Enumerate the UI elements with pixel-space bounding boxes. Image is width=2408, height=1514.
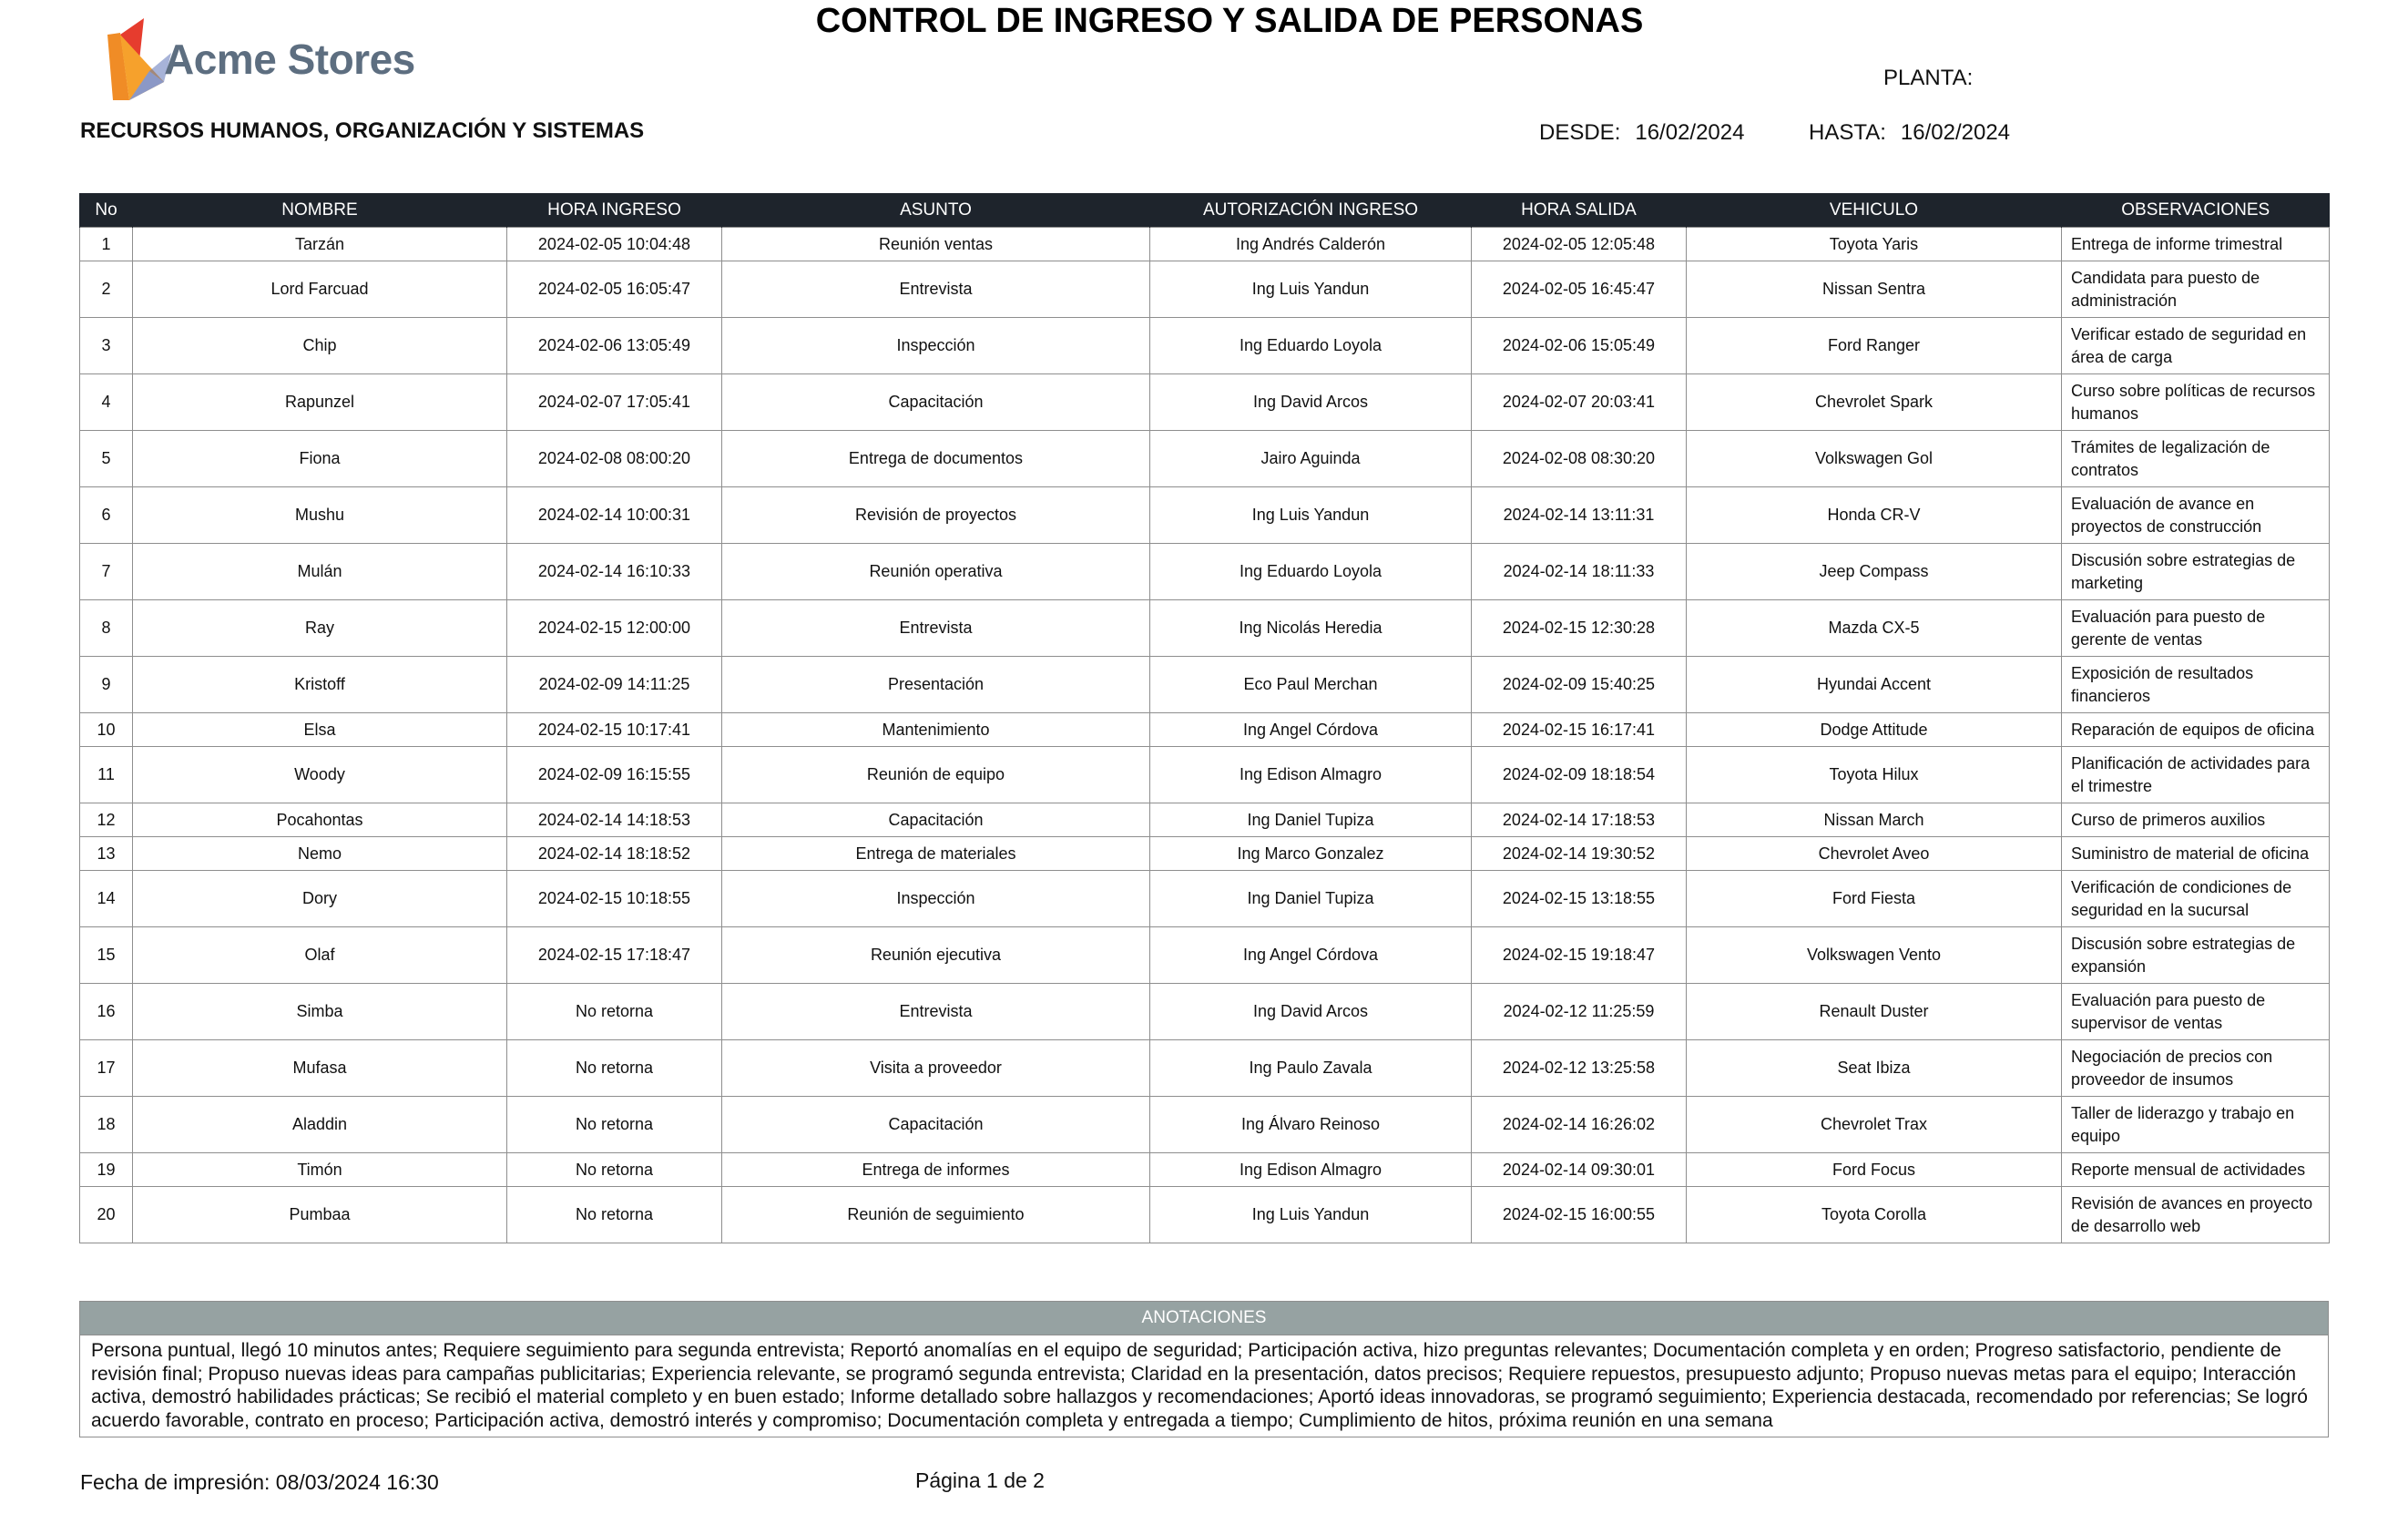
cell-vehiculo: Jeep Compass <box>1687 544 2062 600</box>
cell-observaciones: Negociación de precios con proveedor de insumos <box>2062 1040 2330 1097</box>
cell-hora-salida: 2024-02-07 20:03:41 <box>1472 374 1687 431</box>
table-row <box>80 261 2330 318</box>
cell-hora-ingreso: 2024-02-05 10:04:48 <box>507 228 722 261</box>
cell-asunto: Entrevista <box>722 600 1150 657</box>
table-row <box>80 1187 2330 1243</box>
cell-nombre: Lord Farcuad <box>133 261 507 318</box>
cell-hora-salida: 2024-02-12 13:25:58 <box>1472 1040 1687 1097</box>
cell-hora-salida: 2024-02-15 16:00:55 <box>1472 1187 1687 1243</box>
cell-asunto: Capacitación <box>722 803 1150 837</box>
access-log-table <box>79 193 2330 1243</box>
cell-no: 18 <box>80 1097 133 1153</box>
cell-hora-ingreso: No retorna <box>507 1187 722 1243</box>
cell-hora-salida: 2024-02-12 11:25:59 <box>1472 984 1687 1040</box>
cell-autorizacion: Eco Paul Merchan <box>1150 657 1472 713</box>
cell-hora-ingreso: 2024-02-08 08:00:20 <box>507 431 722 487</box>
date-from <box>1539 120 1744 146</box>
cell-asunto: Reunión de seguimiento <box>722 1187 1150 1243</box>
cell-nombre: Chip <box>133 318 507 374</box>
cell-no: 15 <box>80 927 133 984</box>
cell-no: 16 <box>80 984 133 1040</box>
cell-observaciones: Trámites de legalización de contratos <box>2062 431 2330 487</box>
table-row <box>80 1097 2330 1153</box>
cell-hora-ingreso: 2024-02-15 10:18:55 <box>507 871 722 927</box>
cell-nombre: Kristoff <box>133 657 507 713</box>
column-header-no: No <box>80 193 133 228</box>
column-header-vehiculo: VEHICULO <box>1687 193 2062 228</box>
cell-autorizacion: Ing Marco Gonzalez <box>1150 837 1472 871</box>
cell-vehiculo: Mazda CX-5 <box>1687 600 2062 657</box>
logo-text: Acme Stores <box>164 36 415 83</box>
table-row <box>80 837 2330 871</box>
table-row <box>80 431 2330 487</box>
cell-no: 1 <box>80 228 133 261</box>
cell-nombre: Pocahontas <box>133 803 507 837</box>
cell-hora-salida: 2024-02-05 12:05:48 <box>1472 228 1687 261</box>
cell-autorizacion: Ing Paulo Zavala <box>1150 1040 1472 1097</box>
cell-hora-ingreso: 2024-02-15 17:18:47 <box>507 927 722 984</box>
cell-asunto: Capacitación <box>722 374 1150 431</box>
cell-autorizacion: Ing Andrés Calderón <box>1150 228 1472 261</box>
cell-vehiculo: Chevrolet Aveo <box>1687 837 2062 871</box>
cell-no: 6 <box>80 487 133 544</box>
cell-asunto: Mantenimiento <box>722 713 1150 747</box>
cell-asunto: Entrega de documentos <box>722 431 1150 487</box>
cell-nombre: Fiona <box>133 431 507 487</box>
cell-no: 11 <box>80 747 133 803</box>
cell-nombre: Pumbaa <box>133 1187 507 1243</box>
cell-vehiculo: Nissan Sentra <box>1687 261 2062 318</box>
cell-nombre: Olaf <box>133 927 507 984</box>
cell-no: 3 <box>80 318 133 374</box>
cell-hora-salida: 2024-02-14 18:11:33 <box>1472 544 1687 600</box>
cell-hora-ingreso: 2024-02-06 13:05:49 <box>507 318 722 374</box>
cell-nombre: Dory <box>133 871 507 927</box>
cell-vehiculo: Toyota Yaris <box>1687 228 2062 261</box>
cell-hora-salida: 2024-02-05 16:45:47 <box>1472 261 1687 318</box>
column-header-autorizacion: AUTORIZACIÓN INGRESO <box>1150 193 1472 228</box>
cell-hora-ingreso: 2024-02-14 18:18:52 <box>507 837 722 871</box>
anotaciones-title: ANOTACIONES <box>80 1302 2328 1335</box>
column-header-observaciones: OBSERVACIONES <box>2062 193 2330 228</box>
cell-hora-ingreso: 2024-02-14 10:00:31 <box>507 487 722 544</box>
table-row <box>80 374 2330 431</box>
cell-no: 7 <box>80 544 133 600</box>
cell-hora-ingreso: 2024-02-15 12:00:00 <box>507 600 722 657</box>
cell-asunto: Entrega de informes <box>722 1153 1150 1187</box>
cell-no: 19 <box>80 1153 133 1187</box>
cell-hora-salida: 2024-02-15 12:30:28 <box>1472 600 1687 657</box>
cell-asunto: Visita a proveedor <box>722 1040 1150 1097</box>
cell-asunto: Capacitación <box>722 1097 1150 1153</box>
cell-autorizacion: Ing Eduardo Loyola <box>1150 544 1472 600</box>
cell-observaciones: Entrega de informe trimestral <box>2062 228 2330 261</box>
table-row <box>80 1040 2330 1097</box>
cell-hora-salida: 2024-02-14 13:11:31 <box>1472 487 1687 544</box>
cell-autorizacion: Ing Luis Yandun <box>1150 1187 1472 1243</box>
cell-asunto: Reunión operativa <box>722 544 1150 600</box>
cell-no: 10 <box>80 713 133 747</box>
cell-vehiculo: Volkswagen Gol <box>1687 431 2062 487</box>
table-row <box>80 747 2330 803</box>
cell-vehiculo: Honda CR-V <box>1687 487 2062 544</box>
cell-hora-salida: 2024-02-14 09:30:01 <box>1472 1153 1687 1187</box>
cell-nombre: Simba <box>133 984 507 1040</box>
print-date: Fecha de impresión: 08/03/2024 16:30 <box>80 1470 439 1494</box>
cell-vehiculo: Chevrolet Spark <box>1687 374 2062 431</box>
cell-hora-ingreso: No retorna <box>507 1040 722 1097</box>
cell-hora-ingreso: 2024-02-14 16:10:33 <box>507 544 722 600</box>
cell-autorizacion: Ing Eduardo Loyola <box>1150 318 1472 374</box>
cell-autorizacion: Ing Daniel Tupiza <box>1150 871 1472 927</box>
cell-vehiculo: Ford Focus <box>1687 1153 2062 1187</box>
cell-hora-ingreso: No retorna <box>507 984 722 1040</box>
department-name: RECURSOS HUMANOS, ORGANIZACIÓN Y SISTEMAS <box>80 118 645 143</box>
cell-observaciones: Planificación de actividades para el trimestre <box>2062 747 2330 803</box>
cell-observaciones: Verificación de condiciones de seguridad en la sucursal <box>2062 871 2330 927</box>
cell-hora-salida: 2024-02-09 18:18:54 <box>1472 747 1687 803</box>
cell-autorizacion: Ing Edison Almagro <box>1150 1153 1472 1187</box>
cell-observaciones: Evaluación para puesto de supervisor de ventas <box>2062 984 2330 1040</box>
cell-autorizacion: Ing Álvaro Reinoso <box>1150 1097 1472 1153</box>
cell-vehiculo: Nissan March <box>1687 803 2062 837</box>
cell-no: 8 <box>80 600 133 657</box>
cell-vehiculo: Ford Ranger <box>1687 318 2062 374</box>
cell-asunto: Entrevista <box>722 984 1150 1040</box>
cell-observaciones: Evaluación para puesto de gerente de ventas <box>2062 600 2330 657</box>
cell-autorizacion: Ing Edison Almagro <box>1150 747 1472 803</box>
cell-observaciones: Reporte mensual de actividades <box>2062 1153 2330 1187</box>
cell-autorizacion: Ing Angel Córdova <box>1150 927 1472 984</box>
cell-hora-salida: 2024-02-14 19:30:52 <box>1472 837 1687 871</box>
table-header-row <box>80 193 2330 228</box>
desde-label: DESDE: <box>1539 120 1621 145</box>
cell-observaciones: Discusión sobre estrategias de marketing <box>2062 544 2330 600</box>
cell-nombre: Nemo <box>133 837 507 871</box>
table-row <box>80 713 2330 747</box>
cell-hora-salida: 2024-02-15 19:18:47 <box>1472 927 1687 984</box>
hasta-label: HASTA: <box>1809 120 1886 145</box>
cell-hora-ingreso: No retorna <box>507 1097 722 1153</box>
cell-observaciones: Curso sobre políticas de recursos humanos <box>2062 374 2330 431</box>
cell-hora-ingreso: 2024-02-15 10:17:41 <box>507 713 722 747</box>
cell-asunto: Entrevista <box>722 261 1150 318</box>
cell-observaciones: Taller de liderazgo y trabajo en equipo <box>2062 1097 2330 1153</box>
column-header-hora-salida: HORA SALIDA <box>1472 193 1687 228</box>
table-row <box>80 600 2330 657</box>
hasta-value: 16/02/2024 <box>1900 120 2011 145</box>
date-to <box>1809 120 2010 146</box>
cell-no: 17 <box>80 1040 133 1097</box>
table-row <box>80 228 2330 261</box>
cell-nombre: Mushu <box>133 487 507 544</box>
cell-observaciones: Suministro de material de oficina <box>2062 837 2330 871</box>
table-row <box>80 487 2330 544</box>
column-header-hora-ingreso: HORA INGRESO <box>507 193 722 228</box>
table-row <box>80 318 2330 374</box>
cell-vehiculo: Ford Fiesta <box>1687 871 2062 927</box>
cell-hora-salida: 2024-02-14 17:18:53 <box>1472 803 1687 837</box>
cell-vehiculo: Toyota Corolla <box>1687 1187 2062 1243</box>
cell-observaciones: Curso de primeros auxilios <box>2062 803 2330 837</box>
cell-hora-salida: 2024-02-15 16:17:41 <box>1472 713 1687 747</box>
cell-no: 14 <box>80 871 133 927</box>
cell-observaciones: Candidata para puesto de administración <box>2062 261 2330 318</box>
cell-autorizacion: Ing Daniel Tupiza <box>1150 803 1472 837</box>
cell-vehiculo: Chevrolet Trax <box>1687 1097 2062 1153</box>
cell-hora-salida: 2024-02-15 13:18:55 <box>1472 871 1687 927</box>
cell-autorizacion: Ing David Arcos <box>1150 374 1472 431</box>
cell-asunto: Inspección <box>722 318 1150 374</box>
cell-autorizacion: Ing Nicolás Heredia <box>1150 600 1472 657</box>
cell-vehiculo: Dodge Attitude <box>1687 713 2062 747</box>
cell-asunto: Reunión ventas <box>722 228 1150 261</box>
cell-vehiculo: Toyota Hilux <box>1687 747 2062 803</box>
cell-hora-salida: 2024-02-06 15:05:49 <box>1472 318 1687 374</box>
cell-asunto: Revisión de proyectos <box>722 487 1150 544</box>
cell-nombre: Timón <box>133 1153 507 1187</box>
cell-observaciones: Verificar estado de seguridad en área de carga <box>2062 318 2330 374</box>
cell-observaciones: Exposición de resultados financieros <box>2062 657 2330 713</box>
cell-nombre: Ray <box>133 600 507 657</box>
cell-no: 2 <box>80 261 133 318</box>
cell-autorizacion: Ing Luis Yandun <box>1150 261 1472 318</box>
cell-hora-salida: 2024-02-14 16:26:02 <box>1472 1097 1687 1153</box>
planta-label: PLANTA: <box>1883 66 1974 90</box>
table-row <box>80 544 2330 600</box>
table-row <box>80 984 2330 1040</box>
table-row <box>80 927 2330 984</box>
cell-vehiculo: Renault Duster <box>1687 984 2062 1040</box>
cell-nombre: Mulán <box>133 544 507 600</box>
anotaciones-box <box>79 1301 2329 1437</box>
cell-asunto: Entrega de materiales <box>722 837 1150 871</box>
cell-asunto: Reunión de equipo <box>722 747 1150 803</box>
cell-hora-ingreso: 2024-02-05 16:05:47 <box>507 261 722 318</box>
table-row <box>80 657 2330 713</box>
cell-asunto: Reunión ejecutiva <box>722 927 1150 984</box>
cell-hora-ingreso: 2024-02-09 14:11:25 <box>507 657 722 713</box>
cell-vehiculo: Seat Ibiza <box>1687 1040 2062 1097</box>
cell-no: 20 <box>80 1187 133 1243</box>
desde-value: 16/02/2024 <box>1635 120 1745 145</box>
cell-autorizacion: Jairo Aguinda <box>1150 431 1472 487</box>
cell-autorizacion: Ing Luis Yandun <box>1150 487 1472 544</box>
page-number: Página 1 de 2 <box>915 1468 1045 1492</box>
cell-autorizacion: Ing Angel Córdova <box>1150 713 1472 747</box>
cell-hora-salida: 2024-02-09 15:40:25 <box>1472 657 1687 713</box>
cell-hora-ingreso: 2024-02-09 16:15:55 <box>507 747 722 803</box>
cell-nombre: Aladdin <box>133 1097 507 1153</box>
cell-no: 5 <box>80 431 133 487</box>
cell-hora-ingreso: 2024-02-07 17:05:41 <box>507 374 722 431</box>
table-body <box>80 228 2330 1243</box>
document-title: CONTROL DE INGRESO Y SALIDA DE PERSONAS <box>815 2 1644 40</box>
cell-hora-ingreso: No retorna <box>507 1153 722 1187</box>
cell-nombre: Woody <box>133 747 507 803</box>
cell-observaciones: Evaluación de avance en proyectos de construcción <box>2062 487 2330 544</box>
cell-asunto: Inspección <box>722 871 1150 927</box>
cell-vehiculo: Volkswagen Vento <box>1687 927 2062 984</box>
cell-hora-salida: 2024-02-08 08:30:20 <box>1472 431 1687 487</box>
cell-nombre: Mufasa <box>133 1040 507 1097</box>
cell-nombre: Tarzán <box>133 228 507 261</box>
cell-observaciones: Revisión de avances en proyecto de desarrollo web <box>2062 1187 2330 1243</box>
cell-asunto: Presentación <box>722 657 1150 713</box>
column-header-asunto: ASUNTO <box>722 193 1150 228</box>
cell-hora-ingreso: 2024-02-14 14:18:53 <box>507 803 722 837</box>
table-row <box>80 1153 2330 1187</box>
cell-nombre: Rapunzel <box>133 374 507 431</box>
cell-no: 13 <box>80 837 133 871</box>
table-row <box>80 803 2330 837</box>
cell-observaciones: Discusión sobre estrategias de expansión <box>2062 927 2330 984</box>
cell-observaciones: Reparación de equipos de oficina <box>2062 713 2330 747</box>
table-row <box>80 871 2330 927</box>
cell-no: 4 <box>80 374 133 431</box>
cell-autorizacion: Ing David Arcos <box>1150 984 1472 1040</box>
cell-no: 12 <box>80 803 133 837</box>
cell-vehiculo: Hyundai Accent <box>1687 657 2062 713</box>
anotaciones-text: Persona puntual, llegó 10 minutos antes; Requiere seguimiento para segunda entrevista; Reportó anomalías en el equipo de seguridad; Participación activa, hizo preguntas relevantes; Documentación completa y en orden; Progreso satisfactorio, pendiente de revisión final; Propuso nuevas ideas para campañas publicitarias; Experiencia relevante, se programó segunda entrevista; Claridad en la presentación, datos precisos; Requiere repuestos, presupuesto adjunto; Propuso nuevas metas para el equipo; Interacción activa, demostró habilidades prácticas; Se recibió el material completo y en buen estado; Informe detallado sobre hallazgos y recomendaciones; Aportó ideas innovadoras, se programó seguimiento; Experiencia destacada, recomendado por referencias; Se logró acuerdo favorable, contrato en proceso; Participación activa, demostró interés y compromiso; Documentación completa y entregada a tiempo; Cumplimiento de hitos, próxima reunión en una semana <box>91 1340 2308 1431</box>
cell-no: 9 <box>80 657 133 713</box>
cell-nombre: Elsa <box>133 713 507 747</box>
column-header-nombre: NOMBRE <box>133 193 507 228</box>
